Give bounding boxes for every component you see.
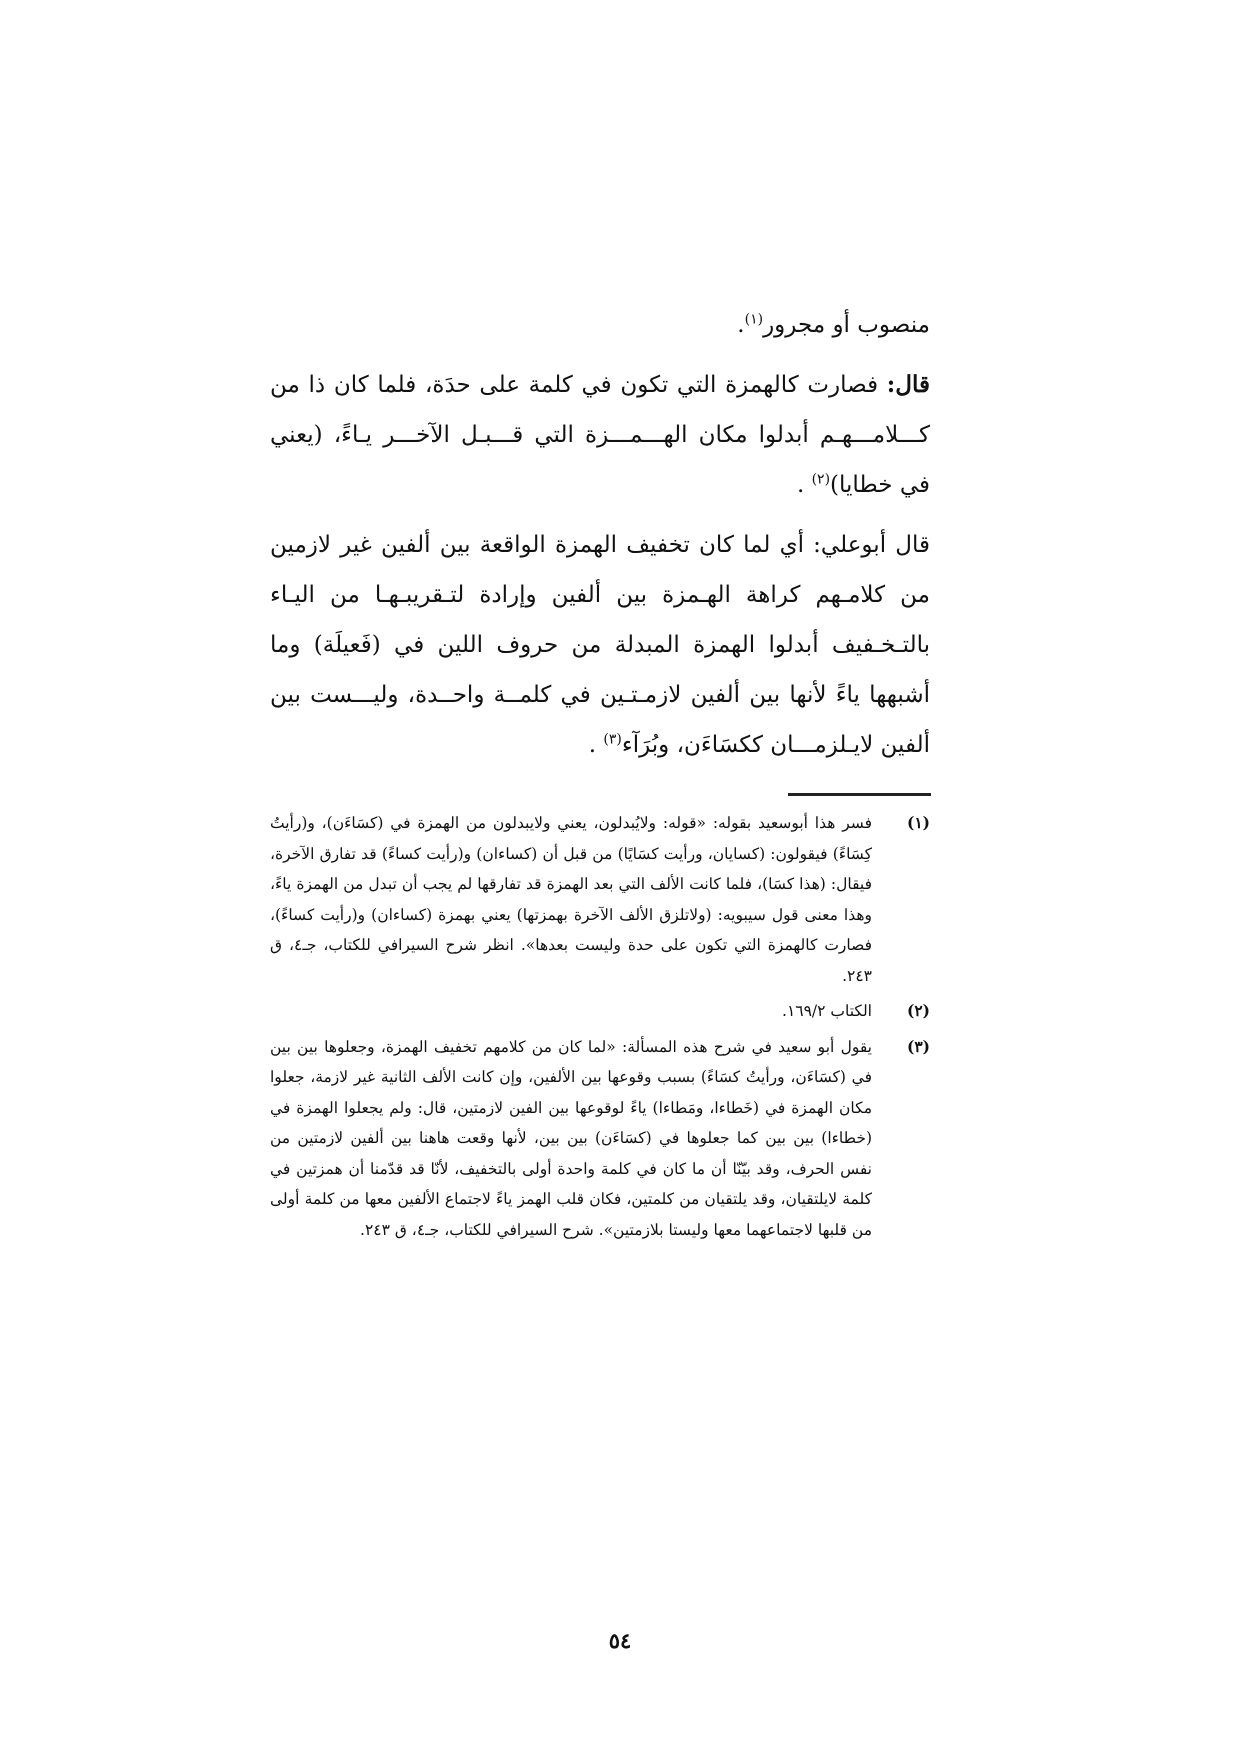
paragraph-3-text: قال أبوعلي: أي لما كان تخفيف الهمزة الواقعة بين ألفين غير لازمين من كلامـهم كراهة الهـمزة بين ألفين وإرادة لتـقريبـهـا من اليـاء بالتـخـفيف أبدلوا الهمزة المبدلة من حروف اللين في (فَعيلَة) وما أشبهها ياءً لأنها بين ألفين لازمـتـين في كلمــة واحــدة، وليـــست بين ألفين لايـلزمـــان ككسَاءَن، وبُرَآء	[270, 532, 930, 758]
main-text	[270, 300, 930, 770]
footnote-text: الكتاب ١٦٩/٢.	[782, 1002, 872, 1020]
footnote-text: فسر هذا أبوسعيد بقوله: «قوله: ولايُبدلون، يعني ولايبدلون من الهمزة في (كسَاءَن)، و(رأيتُ كِسَاءً) فيقولون: (كسايان، ورأيت كسَايًا) من قبل أن (كساءان) و(رأيت كساءً) قد تفارق الآخرة، فيقال: (هذا كسَا)، فلما كانت الألف التي بعد الهمزة قد تفارقها لم يجب أن تبدل من الهمزة ياءً، وهذا معنى قول سيبويه: (ولاتلزق الألف الآخرة بهمزتها) يعني بهمزة (كساءان) و(رأيت كساءً)، فصارت كالهمزة التي تكون على حدة وليست بعدها». انظر شرح السيرافي للكتاب، جـ٤، ق ٢٤٣.	[270, 814, 872, 985]
paragraph-2-end: .	[796, 472, 812, 498]
footnote-ref-1: (١)	[744, 311, 764, 328]
paragraph-2-text: فصارت كالهمزة التي تكون في كلمة على حدَة، فلما كان ذا من كـــلامـــهـم أبدلوا مكان الهـــمـــزة التي قـــبـل الآخـــر يـاءً، (يعني في خطايا)	[270, 372, 930, 498]
paragraph-2-lead: قال:	[886, 371, 930, 398]
paragraph-2	[270, 360, 930, 510]
footnotes	[270, 808, 930, 1250]
footnote-ref-3: (٣)	[603, 731, 622, 748]
footnote-2	[270, 996, 930, 1027]
footnote-1	[270, 808, 930, 991]
paragraph-3	[270, 520, 930, 770]
footnote-number: (١)	[906, 813, 930, 832]
paragraph-1	[270, 300, 930, 350]
footnote-text: يقول أبو سعيد في شرح هذه المسألة: «لما كان من كلامهم تخفيف الهمزة، وجعلوها بين بين في (كسَاءَن، ورأيتُ كسَاءً) بسبب وقوعها بين الألفين، وإن كانت الألف الثانية غير لازمة، جعلوا مكان الهمزة في (خَطاءا، ومَطاءا) ياءً لوقوعها بين الفين لازمتين، قال: ولم يجعلوا الهمزة في (خطاءا) بين بين كما جعلوها في (كسَاءَن) بين بين، لأنها وقعت هاهنا بين ألفين لازمتين من نفس الحرف، وقد بيّنّا أن ما كان في كلمة واحدة أولى بالتخفيف، لأنّا قد قدّمنا أن همزتين في كلمة لايلتقيان، وقد يلتقيان من كلمتين، فكان قلب الهمز ياءً لاجتماع الألفين معها من كلمة أولى من قلبها لاجتماعهما معها وليستا بلازمتين». شرح السيرافي للكتاب، جـ٤، ق ٢٤٣.	[270, 1037, 872, 1239]
page-number: ٥٤	[608, 1628, 632, 1653]
footnote-number: (٢)	[906, 1001, 930, 1020]
paragraph-1-end: .	[737, 312, 745, 338]
footnote-3	[270, 1032, 930, 1246]
paragraph-3-end: .	[588, 732, 604, 758]
footnote-separator	[788, 793, 931, 796]
footnote-number: (٣)	[906, 1036, 930, 1056]
footnote-ref-2: (٢)	[811, 471, 831, 488]
paragraph-1-text: منصوب أو مجرور	[763, 312, 930, 338]
